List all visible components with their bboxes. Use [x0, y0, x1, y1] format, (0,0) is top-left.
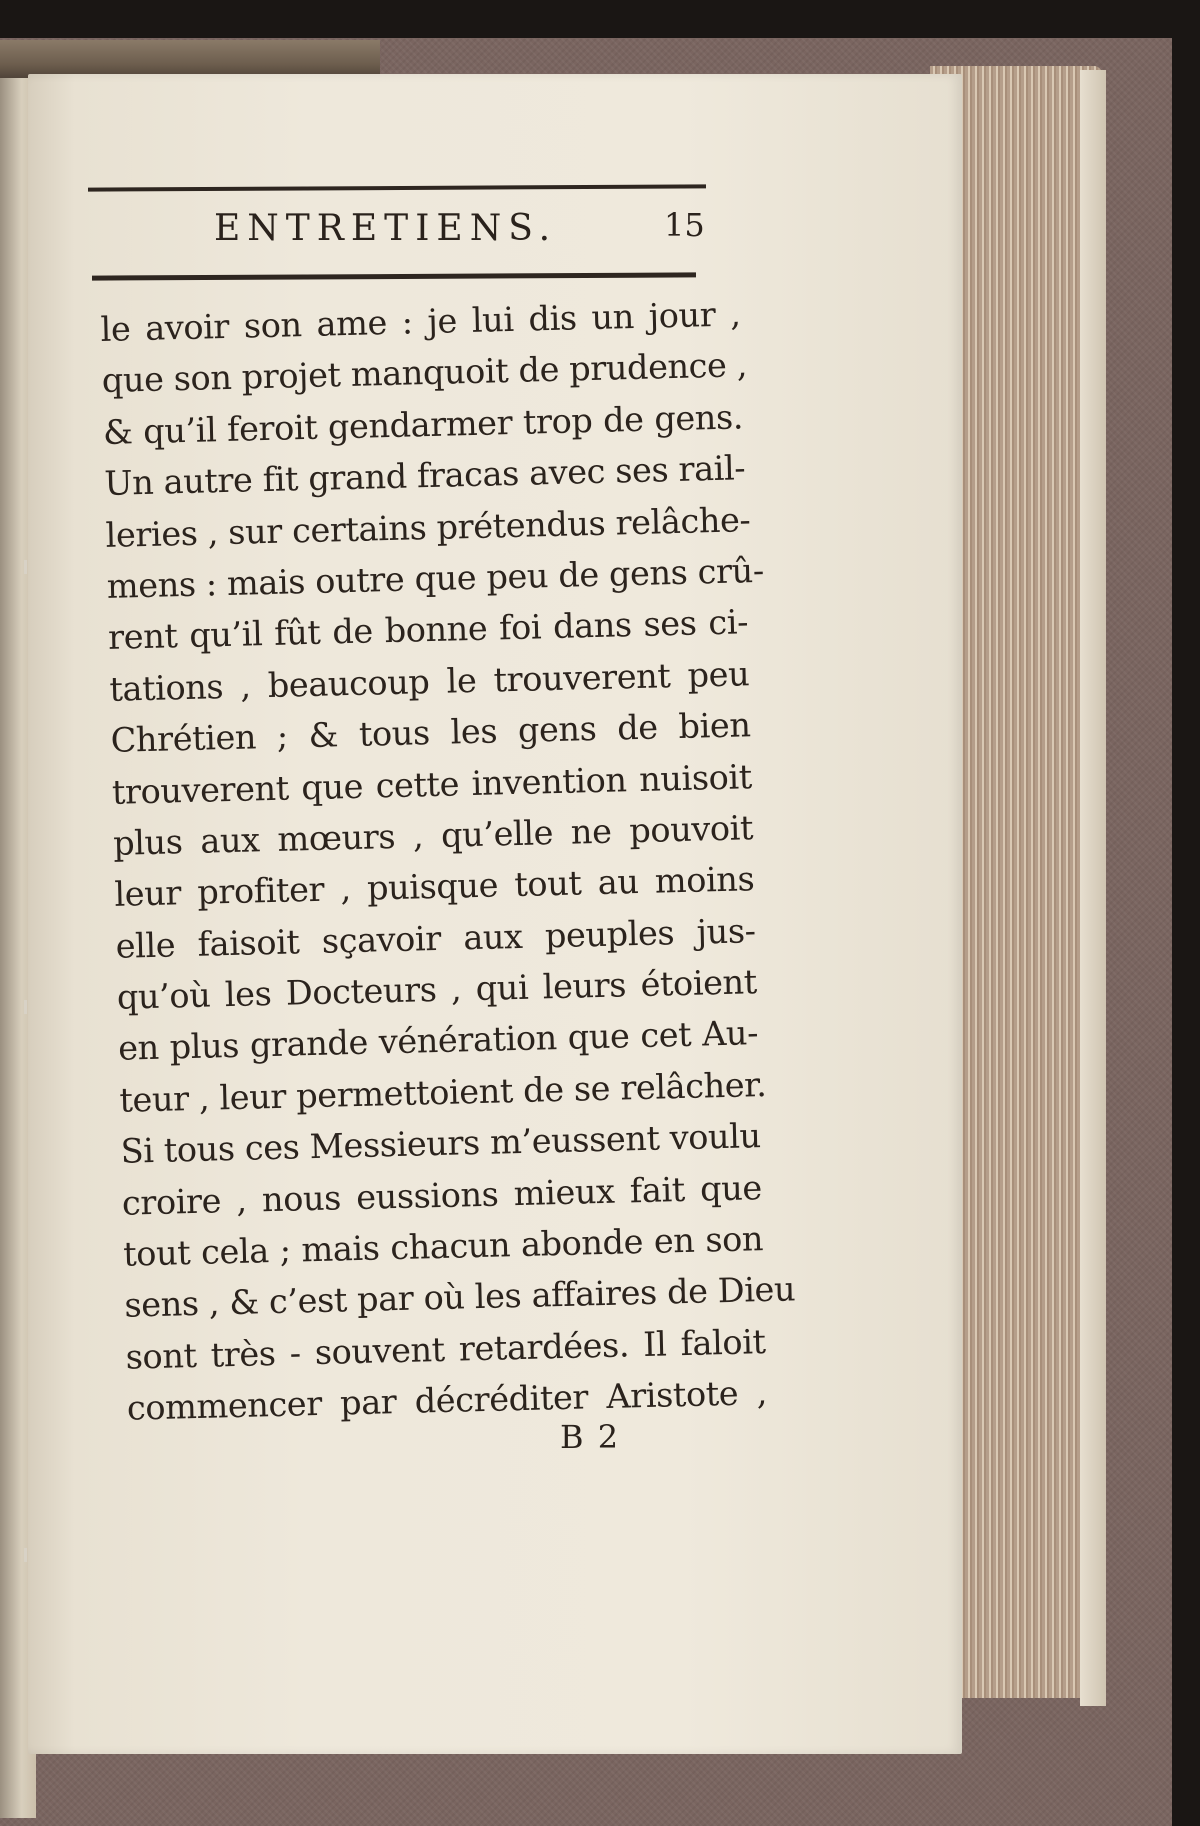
text-line: Si tous ces Messieurs m’eussent voulu — [120, 1116, 762, 1171]
text-line: tout cela ; mais chacun abonde en son — [122, 1219, 764, 1274]
endpaper-edge — [1080, 70, 1106, 1706]
text-line: leries , sur certains prétendus relâche- — [105, 499, 751, 555]
text-line: leur profiter , puisque tout au moins — [113, 859, 755, 915]
binding-thread — [24, 1000, 27, 1014]
text-line: rent qu’il fût de bonne foi dans ses ci- — [107, 602, 749, 658]
text-line: qu’où les Docteurs , qui leurs étoient — [116, 962, 758, 1017]
text-line: tations , beaucoup le trouverent peu — [108, 653, 750, 709]
page-number: 15 — [664, 206, 705, 244]
running-head-title: ENTRETIENS. — [214, 208, 558, 249]
binding-thread — [24, 1548, 27, 1562]
text-line: commencer par décréditer Aristote , — [126, 1373, 768, 1428]
text-line: & qu’il feroit gendarmer trop de gens. — [102, 397, 744, 452]
text-line: trouverent que cette invention nuisoit — [111, 756, 753, 812]
text-line: le avoir son ame : je lui dis un jour , — [100, 294, 741, 349]
text-line: que son projet manquoit de prudence , — [101, 345, 748, 401]
text-line: Chrétien ; & tous les gens de bien — [110, 705, 751, 760]
binding-thread — [24, 560, 27, 574]
signature-mark: B 2 — [560, 1418, 621, 1456]
text-line: elle faisoit sçavoir aux peuples jus- — [115, 910, 756, 966]
text-line: teur , leur permettoient de se relâcher. — [118, 1064, 767, 1120]
text-line: croire , nous eussions mieux fait que — [121, 1167, 763, 1223]
text-line: en plus grande vénération que cet Au- — [117, 1013, 759, 1069]
text-line: Un autre fit grand fracas avec ses rail- — [103, 448, 746, 504]
text-line: sont très - souvent retardées. Il faloit — [125, 1321, 767, 1377]
body-text — [100, 288, 796, 1434]
text-line: mens : mais outre que peu de gens crû- — [106, 550, 765, 606]
text-line: sens , & c’est par où les affaires de Dieu — [124, 1269, 796, 1326]
text-line: plus aux mœurs , qu’elle ne pouvoit — [112, 808, 754, 863]
